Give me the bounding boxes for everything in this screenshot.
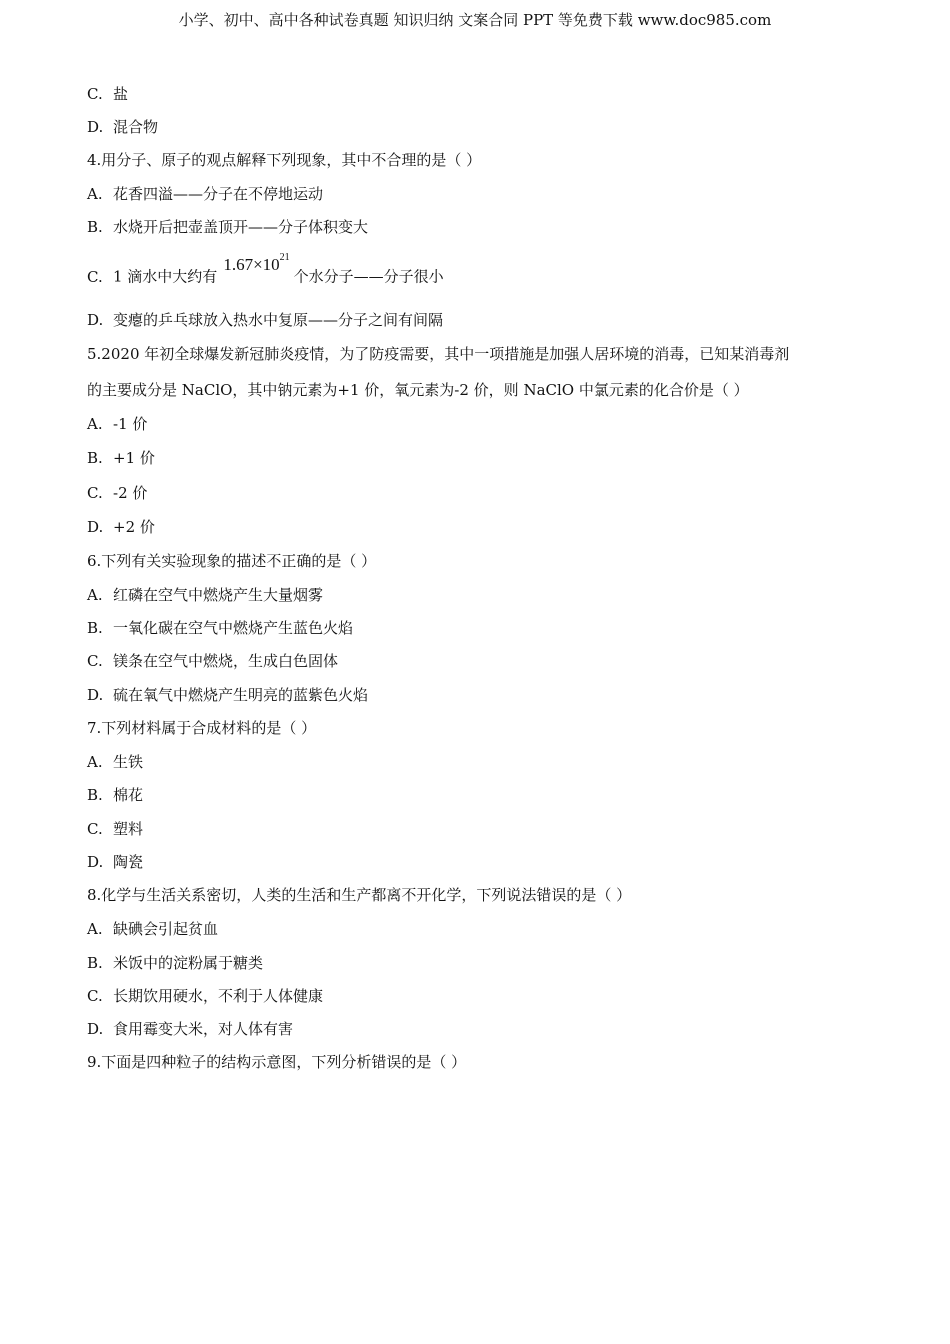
option-letter: C. [87, 85, 103, 103]
q6-option-c [87, 651, 338, 671]
option-text: 塑料 [113, 820, 144, 838]
option-letter: D. [87, 518, 104, 536]
q8-option-a [87, 919, 218, 939]
q8-option-c [87, 986, 323, 1006]
q7-option-b [87, 785, 143, 805]
option-text: 陶瓷 [113, 853, 144, 871]
option-text: +2 价 [113, 518, 155, 536]
option-text: 一氧化碳在空气中燃烧产生蓝色火焰 [113, 619, 354, 637]
option-letter: B. [87, 449, 103, 467]
option-letter: D. [87, 311, 104, 329]
option-letter: B. [87, 954, 103, 972]
option-letter: D. [87, 853, 104, 871]
q8-option-d [87, 1019, 293, 1039]
option-letter: C. [87, 820, 103, 838]
q6-option-a [87, 585, 323, 605]
option-letter: B. [87, 619, 103, 637]
option-text: 棉花 [113, 786, 144, 804]
option-text: 长期饮用硬水，不利于人体健康 [113, 987, 324, 1005]
option-text: 镁条在空气中燃烧，生成白色固体 [113, 652, 339, 670]
q6-option-d [87, 685, 368, 705]
q4-stem: 4.用分子、原子的观点解释下列现象，其中不合理的是（ ） [87, 151, 482, 169]
option-text: 米饭中的淀粉属于糖类 [113, 954, 264, 972]
option-text-after: 个水分子——分子很小 [293, 267, 444, 286]
q7-option-a [87, 752, 143, 772]
q6-option-b [87, 618, 353, 638]
q5-option-c [87, 483, 147, 503]
option-text: 水烧开后把壶盖顶开——分子体积变大 [113, 218, 369, 236]
q3-option-c [87, 84, 128, 104]
option-letter: C. [87, 987, 103, 1005]
q8-option-b [87, 953, 263, 973]
option-text: -2 价 [113, 484, 148, 502]
option-letter: C. [87, 652, 103, 670]
q5-stem-line2: 的主要成分是 NaClO，其中钠元素为+1 价，氧元素为-2 价，则 NaClO 中氯元素的化合价是（ ） [87, 381, 749, 399]
option-letter: D. [87, 686, 104, 704]
q9-stem: 9.下面是四种粒子的结构示意图，下列分析错误的是（ ） [87, 1053, 467, 1071]
q4-option-d [87, 310, 443, 330]
option-text: 生铁 [113, 753, 144, 771]
option-letter: A. [87, 185, 103, 203]
option-text: +1 价 [113, 449, 155, 467]
q7-option-c [87, 819, 143, 839]
option-letter: C. [87, 484, 103, 502]
option-letter: A. [87, 415, 103, 433]
q7-option-d [87, 852, 143, 872]
option-letter: A. [87, 586, 103, 604]
q5-option-d [87, 517, 155, 537]
option-letter: C. [87, 267, 103, 286]
option-text: 红磷在空气中燃烧产生大量烟雾 [113, 586, 324, 604]
option-letter: A. [87, 920, 103, 938]
sci-exponent: 21 [279, 252, 290, 263]
page-header: 小学、初中、高中各种试卷真题 知识归纳 文案合同 PPT 等免费下载 www.doc985.com [178, 11, 772, 29]
option-letter: A. [87, 753, 103, 771]
scientific-number [223, 252, 290, 274]
option-text: 混合物 [113, 118, 159, 136]
q7-stem: 7.下列材料属于合成材料的是（ ） [87, 719, 317, 737]
sci-base: 1.67×10 [223, 254, 280, 274]
option-text: 食用霉变大米，对人体有害 [113, 1020, 294, 1038]
option-text: 缺碘会引起贫血 [113, 920, 219, 938]
q5-option-b [87, 448, 155, 468]
option-text: 花香四溢——分子在不停地运动 [113, 185, 324, 203]
q6-stem: 6.下列有关实验现象的描述不正确的是（ ） [87, 552, 377, 570]
option-text: 变瘪的乒乓球放入热水中复原——分子之间有间隔 [113, 311, 444, 329]
option-letter: D. [87, 118, 104, 136]
q4-option-a [87, 184, 323, 204]
q4-option-b [87, 217, 368, 237]
option-letter: B. [87, 218, 103, 236]
q4-option-c [87, 252, 444, 287]
q5-option-a [87, 414, 147, 434]
option-text: -1 价 [113, 415, 148, 433]
option-text: 盐 [113, 85, 129, 103]
option-text-before: 1 滴水中大约有 [113, 267, 218, 286]
option-text: 硫在氧气中燃烧产生明亮的蓝紫色火焰 [113, 686, 369, 704]
option-letter: B. [87, 786, 103, 804]
q8-stem: 8.化学与生活关系密切，人类的生活和生产都离不开化学，下列说法错误的是（ ） [87, 886, 632, 904]
option-letter: D. [87, 1020, 104, 1038]
q3-option-d [87, 117, 158, 137]
q5-stem-line1: 5.2020 年初全球爆发新冠肺炎疫情，为了防疫需要，其中一项措施是加强人居环境的消毒，已知某消毒剂 [87, 345, 790, 363]
